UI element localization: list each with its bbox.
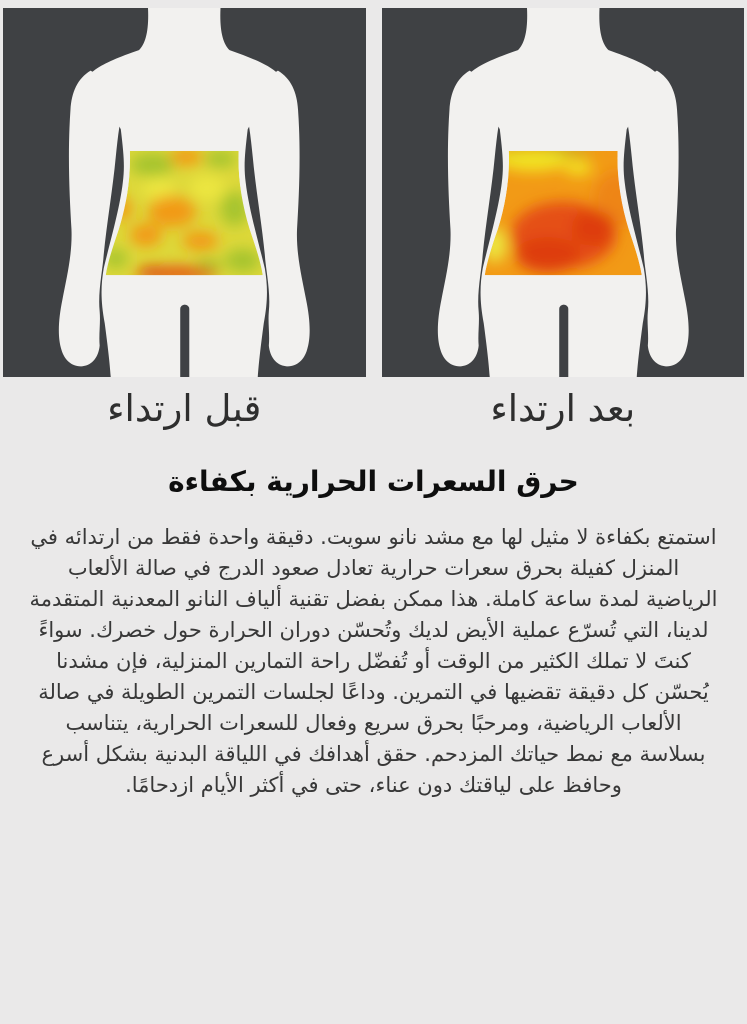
- panel-captions: [0, 377, 747, 431]
- section-heading: حرق السعرات الحرارية بكفاءة: [168, 465, 579, 499]
- before-panel: [3, 8, 366, 377]
- after-panel: [382, 8, 745, 377]
- after-label: بعد ارتداء: [490, 387, 636, 430]
- body-thermal-figure-before: [3, 8, 366, 377]
- before-label: قبل ارتداء: [107, 387, 262, 430]
- body-thermal-figure-after: [382, 8, 745, 377]
- description-paragraph: استمتع بكفاءة لا مثيل لها مع مشد نانو سويت. دقيقة واحدة فقط من ارتدائه في المنزل كفيلة بحرق سعرات حرارية تعادل صعود الدرج في صالة الألعاب الرياضية لمدة ساعة كاملة. هذا ممكن بفضل تقنية ألياف النانو المعدنية المتقدمة لدينا، التي تُسرّع عملية الأيض لديك وتُحسّن دوران الحرارة حول خصرك. سواءً كنتَ لا تملك الكثير من الوقت أو تُفضّل راحة التمارين المنزلية، فإن مشدنا يُحسّن كل دقيقة تقضيها في التمرين. وداعًا لجلسات التمرين الطويلة في صالة الألعاب الرياضية، ومرحبًا بحرق سريع وفعال للسعرات الحرارية، يتناسب بسلاسة مع نمط حياتك المزدحم. حقق أهدافك في اللياقة البدنية بشكل أسرع وحافظ على لياقتك دون عناء، حتى في أكثر الأيام ازدحامًا.: [29, 525, 718, 798]
- comparison-panels: [0, 0, 747, 377]
